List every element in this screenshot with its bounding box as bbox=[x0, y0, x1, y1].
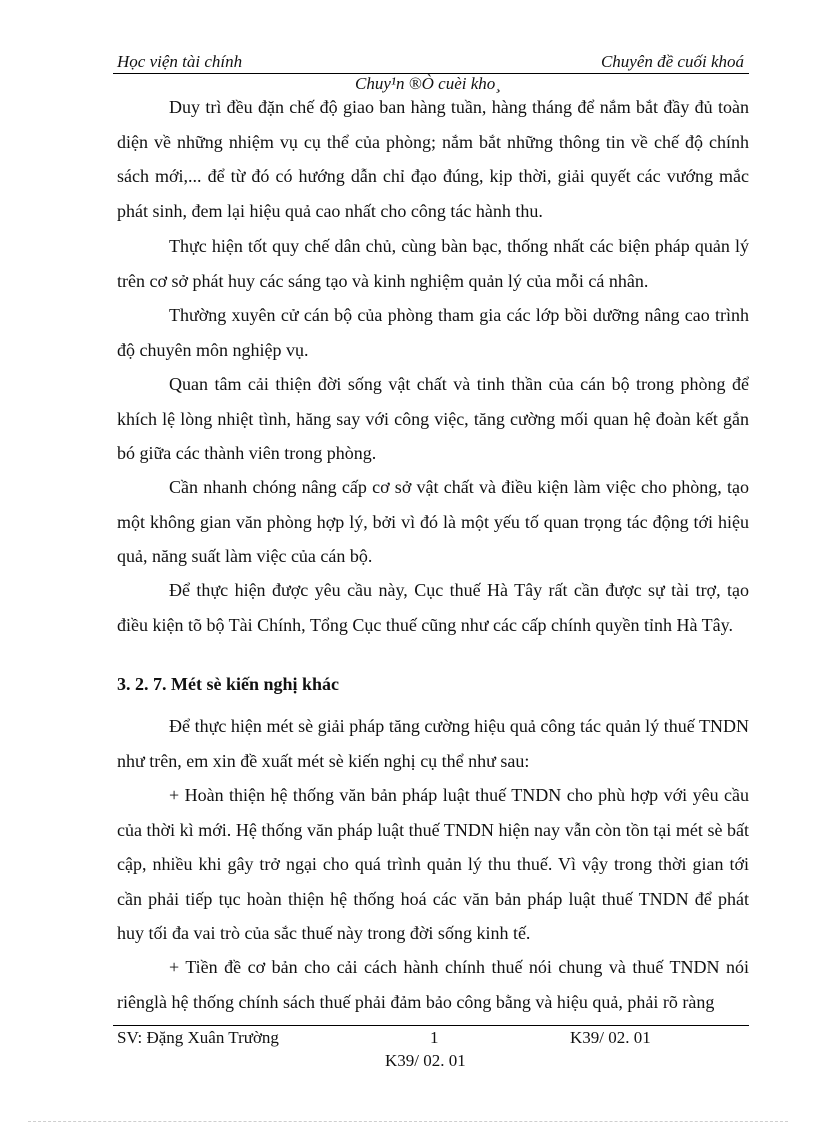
header-left: Học viện tài chính bbox=[117, 52, 243, 71]
paragraph: Thực hiện tốt quy chế dân chủ, cùng bàn bạc, thống nhất các biện pháp quản lý trên cơ sở phát huy các sáng tạo và kinh nghiệm quản lý của mỗi cá nhân. bbox=[117, 236, 749, 291]
header-subtitle: Chuy¹n ®Ò cuèi kho¸ bbox=[355, 74, 501, 93]
paragraph: Để thực hiện được yêu cầu này, Cục thuế Hà Tây rất cần được sự tài trợ, tạo điều kiện tõ bộ Tài Chính, Tổng Cục thuế cũng như các cấp chính quyền tỉnh Hà Tây. bbox=[117, 580, 749, 635]
paragraph: + Tiền đề cơ bản cho cải cách hành chính thuế nói chung và thuế TNDN nói riênglà hệ thống chính sách thuế phải đảm bảo công bằng và hiệu quả, phải rõ ràng bbox=[117, 957, 749, 1012]
paragraph: Thường xuyên cử cán bộ của phòng tham gia các lớp bồi dưỡng nâng cao trình độ chuyên môn nghiệp vụ. bbox=[117, 305, 749, 360]
page-bottom-divider bbox=[28, 1121, 788, 1122]
paragraph: Để thực hiện mét sè giải pháp tăng cường hiệu quả công tác quản lý thuế TNDN như trên, em xin đề xuất mét sè kiến nghị cụ thể như sau: bbox=[117, 716, 749, 771]
section-heading: 3. 2. 7. Mét sè kiến nghị khác bbox=[117, 674, 340, 694]
paragraph: Duy trì đều đặn chế độ giao ban hàng tuần, hàng tháng để nắm bắt đầy đủ toàn diện về những nhiệm vụ cụ thể của phòng; nắm bắt những thông tin về chế độ chính sách mới,... để từ đó có hướng dẫn chỉ đạo đúng, kịp thời, giải quyết các vướng mắc phát sinh, đem lại hiệu quả cao nhất cho công tác hành thu. bbox=[117, 97, 749, 221]
footer-class-center: K39/ 02. 01 bbox=[385, 1051, 466, 1070]
header-right: Chuyên đề cuối khoá bbox=[600, 52, 744, 71]
footer-class-right: K39/ 02. 01 bbox=[570, 1028, 651, 1047]
footer-page-number: 1 bbox=[430, 1028, 439, 1047]
paragraph: Quan tâm cải thiện đời sống vật chất và tinh thần của cán bộ trong phòng để khích lệ lòng nhiệt tình, hăng say với công việc, tăng cường mối quan hệ đoàn kết gắn bó giữa các thành viên trong phòng. bbox=[117, 374, 749, 464]
footer-student: SV: Đặng Xuân Trường bbox=[117, 1028, 279, 1047]
footer-rule bbox=[113, 1025, 749, 1026]
paragraph: + Hoàn thiện hệ thống văn bản pháp luật thuế TNDN cho phù hợp với yêu cầu của thời kì mới. Hệ thống văn pháp luật thuế TNDN hiện nay vẫn còn tồn tại mét sè bất cập, nhiều khi gây trở ngại cho quá trình quản lý thu thuế. Vì vậy trong thời gian tới cần phải tiếp tục hoàn thiện hệ thống hoá các văn bản pháp luật thuế TNDN để phát huy tối đa vai trò của sắc thuế này trong đời sống kinh tế. bbox=[117, 785, 749, 944]
paragraph: Cần nhanh chóng nâng cấp cơ sở vật chất và điều kiện làm việc cho phòng, tạo một không gian văn phòng hợp lý, bởi vì đó là một yếu tố quan trọng tác động tới hiệu quả, năng suất làm việc của cán bộ. bbox=[117, 477, 749, 567]
